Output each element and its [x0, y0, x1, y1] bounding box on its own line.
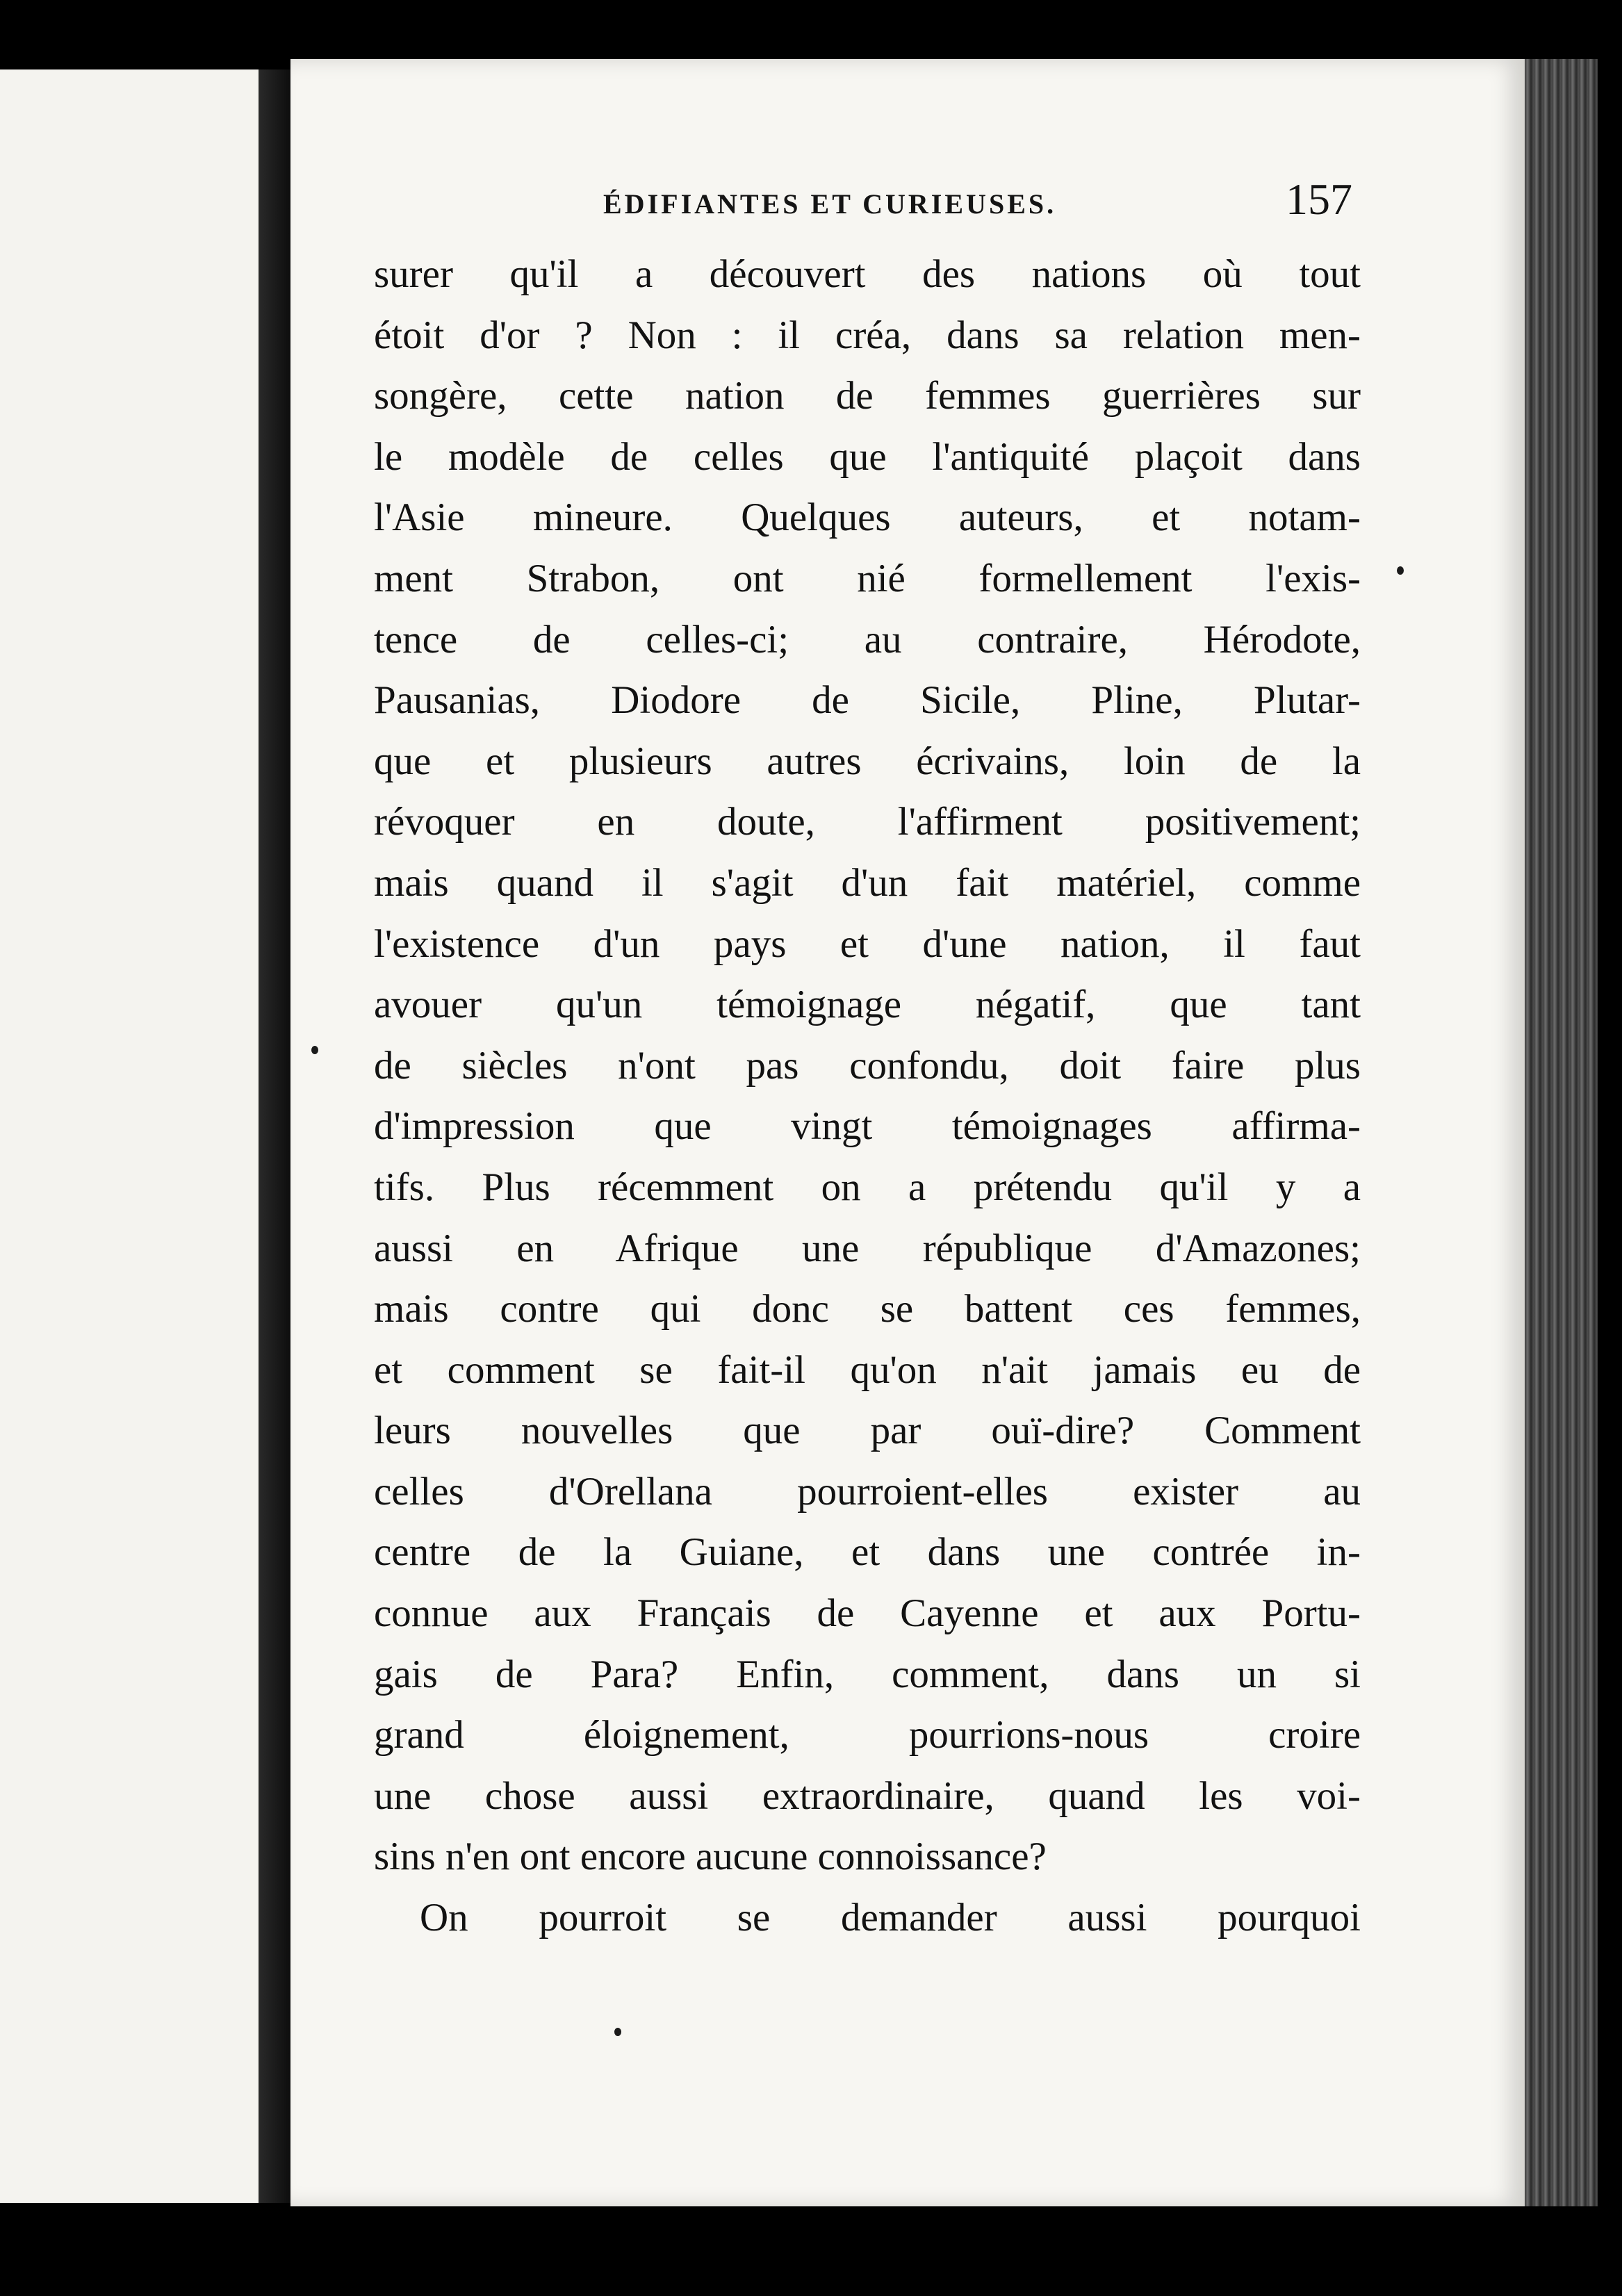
- text-line: celles d'Orellana pourroient-elles exister au: [374, 1469, 1361, 1514]
- running-head: ÉDIFIANTES ET CURIEUSES.: [603, 188, 1057, 220]
- text-line: avouer qu'un témoignage négatif, que tant: [374, 983, 1361, 1027]
- text-line: tifs. Plus récemment on a prétendu qu'il y a: [374, 1165, 1361, 1209]
- text-line: Pausanias, Diodore de Sicile, Pline, Plutar-: [374, 678, 1361, 723]
- page-number: 157: [1286, 174, 1352, 224]
- ink-speck: [311, 1046, 318, 1054]
- text-line: centre de la Guiane, et dans une contrée in-: [374, 1530, 1361, 1575]
- previous-page: [0, 69, 259, 2203]
- text-line: gais de Para? Enfin, comment, dans un si: [374, 1652, 1361, 1696]
- text-line: étoit d'or ? Non : il créa, dans sa relation men-: [374, 313, 1361, 357]
- text-line: mais contre qui donc se battent ces femmes,: [374, 1287, 1361, 1331]
- text-line: grand éloignement, pourrions-nous croire: [374, 1713, 1361, 1757]
- text-line: de siècles n'ont pas confondu, doit faire plus: [374, 1043, 1361, 1088]
- text-line: d'impression que vingt témoignages affirma-: [374, 1104, 1361, 1149]
- text-line: songère, cette nation de femmes guerrières sur: [374, 374, 1361, 418]
- text-line: le modèle de celles que l'antiquité plaçoit dans: [374, 434, 1361, 479]
- text-line: connue aux Français de Cayenne et aux Portu-: [374, 1591, 1361, 1636]
- body-text: [374, 244, 1361, 1949]
- text-line: et comment se fait-il qu'on n'ait jamais eu de: [374, 1347, 1361, 1392]
- text-line: l'Asie mineure. Quelques auteurs, et notam-: [374, 495, 1361, 540]
- text-line: que et plusieurs autres écrivains, loin de la: [374, 739, 1361, 783]
- ink-speck: [1397, 566, 1404, 575]
- text-line: révoquer en doute, l'affirment positivement;: [374, 800, 1361, 844]
- text-line: une chose aussi extraordinaire, quand les voi-: [374, 1773, 1361, 1818]
- text-line: tence de celles-ci; au contraire, Hérodote,: [374, 617, 1361, 662]
- text-line: leurs nouvelles que par ouï-dire? Comment: [374, 1409, 1361, 1453]
- text-line: sins n'en ont encore aucune connoissance?: [374, 1835, 1047, 1879]
- paragraph-start-line: On pourroit se demander aussi pourquoi: [420, 1896, 1361, 1940]
- ink-speck: [614, 2028, 621, 2036]
- text-line: aussi en Afrique une république d'Amazones;: [374, 1226, 1361, 1270]
- text-line: mais quand il s'agit d'un fait matériel, comme: [374, 860, 1361, 905]
- text-line: l'existence d'un pays et d'une nation, il faut: [374, 921, 1361, 966]
- text-line: ment Strabon, ont nié formellement l'exis-: [374, 556, 1361, 600]
- page-edges: [1525, 59, 1598, 2206]
- text-line: surer qu'il a découvert des nations où tout: [374, 252, 1361, 296]
